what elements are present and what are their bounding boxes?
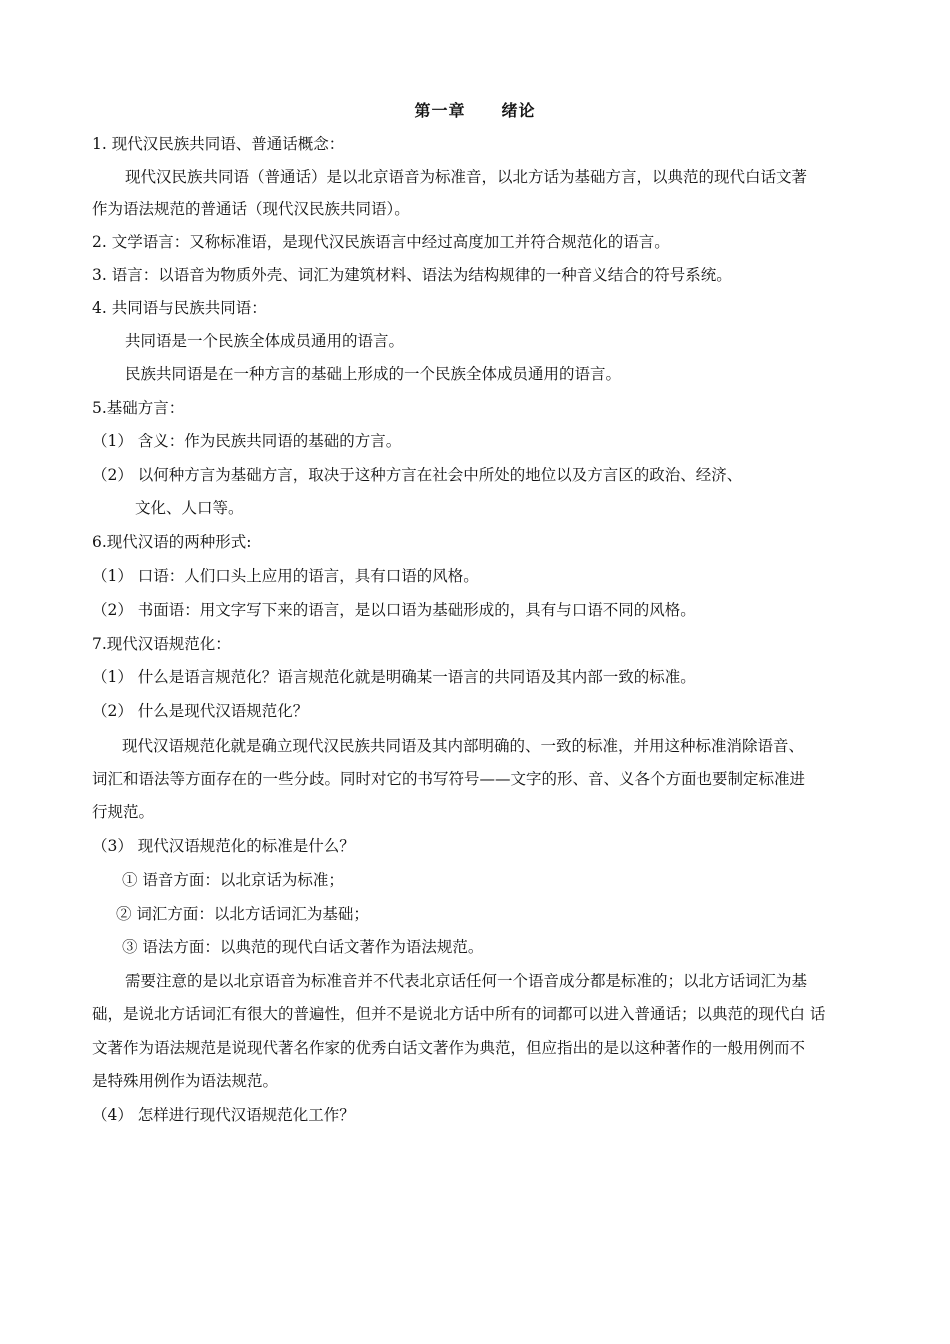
chapter-number: 第一章 (414, 101, 466, 120)
chapter-title (0, 98, 950, 121)
list-item-continuation: 文化、人口等。 (135, 499, 244, 517)
paragraph-line: 行规范。 (92, 803, 155, 821)
paragraph-line: 现代汉语规范化就是确立现代汉民族共同语及其内部明确的、一致的标准，并用这种标准消除语音、 (122, 737, 805, 755)
sub-item: ③ 语法方面：以典范的现代白话文著作为语法规范。 (122, 938, 484, 956)
paragraph-line: 民族共同语是在一种方言的基础上形成的一个民族全体成员通用的语言。 (125, 365, 622, 383)
paragraph-line: 需要注意的是以北京语音为标准音并不代表北京话任何一个语音成分都是标准的；以北方话词汇为基 (125, 972, 808, 990)
list-item: （4） 怎样进行现代汉语规范化工作？ (92, 1106, 355, 1124)
list-item: （3） 现代汉语规范化的标准是什么？ (92, 837, 355, 855)
heading-6: 6.现代汉语的两种形式: (92, 533, 252, 551)
heading-1: 1. 现代汉民族共同语、普通话概念： (92, 135, 345, 153)
list-item: （2） 以何种方言为基础方言，取决于这种方言在社会中所处的地位以及方言区的政治、经济、 (92, 466, 743, 484)
paragraph-line: 共同语是一个民族全体成员通用的语言。 (125, 332, 405, 350)
heading-5: 5.基础方言： (92, 399, 185, 417)
heading-3: 3. 语言：以语音为物质外壳、词汇为建筑材料、语法为结构规律的一种音义结合的符号系统。 (92, 266, 732, 284)
paragraph-line: 现代汉民族共同语（普通话）是以北京语音为标准音，以北方话为基础方言，以典范的现代白话文著 (125, 168, 808, 186)
list-item: （1） 含义：作为民族共同语的基础的方言。 (92, 432, 402, 450)
paragraph-line: 词汇和语法等方面存在的一些分歧。同时对它的书写符号——文字的形、音、义各个方面也要制定标准进 (92, 770, 806, 788)
list-item: （1） 什么是语言规范化？语言规范化就是明确某一语言的共同语及其内部一致的标准。 (92, 668, 696, 686)
list-item: （2） 书面语：用文字写下来的语言，是以口语为基础形成的，具有与口语不同的风格。 (92, 601, 696, 619)
chapter-name: 绪论 (501, 101, 536, 120)
sub-item: ① 语音方面：以北京话为标准； (122, 871, 344, 889)
list-item: （2） 什么是现代汉语规范化？ (92, 702, 309, 720)
list-item: （1） 口语：人们口头上应用的语言，具有口语的风格。 (92, 567, 479, 585)
heading-2: 2. 文学语言：又称标准语，是现代汉民族语言中经过高度加工并符合规范化的语言。 (92, 233, 670, 251)
sub-item: ② 词汇方面：以北方话词汇为基础； (116, 905, 369, 923)
paragraph-line: 文著作为语法规范是说现代著名作家的优秀白话文著作为典范，但应指出的是以这种著作的一般用例而不 (92, 1039, 806, 1057)
paragraph-line: 作为语法规范的普通话（现代汉民族共同语）。 (92, 200, 410, 218)
heading-7: 7.现代汉语规范化： (92, 635, 231, 653)
heading-4: 4. 共同语与民族共同语： (92, 299, 267, 317)
paragraph-line: 础，是说北方话词汇有很大的普遍性，但并不是说北方话中所有的词都可以进入普通话；以典范的现代白 话 (92, 1005, 826, 1023)
paragraph-line: 是特殊用例作为语法规范。 (92, 1072, 279, 1090)
